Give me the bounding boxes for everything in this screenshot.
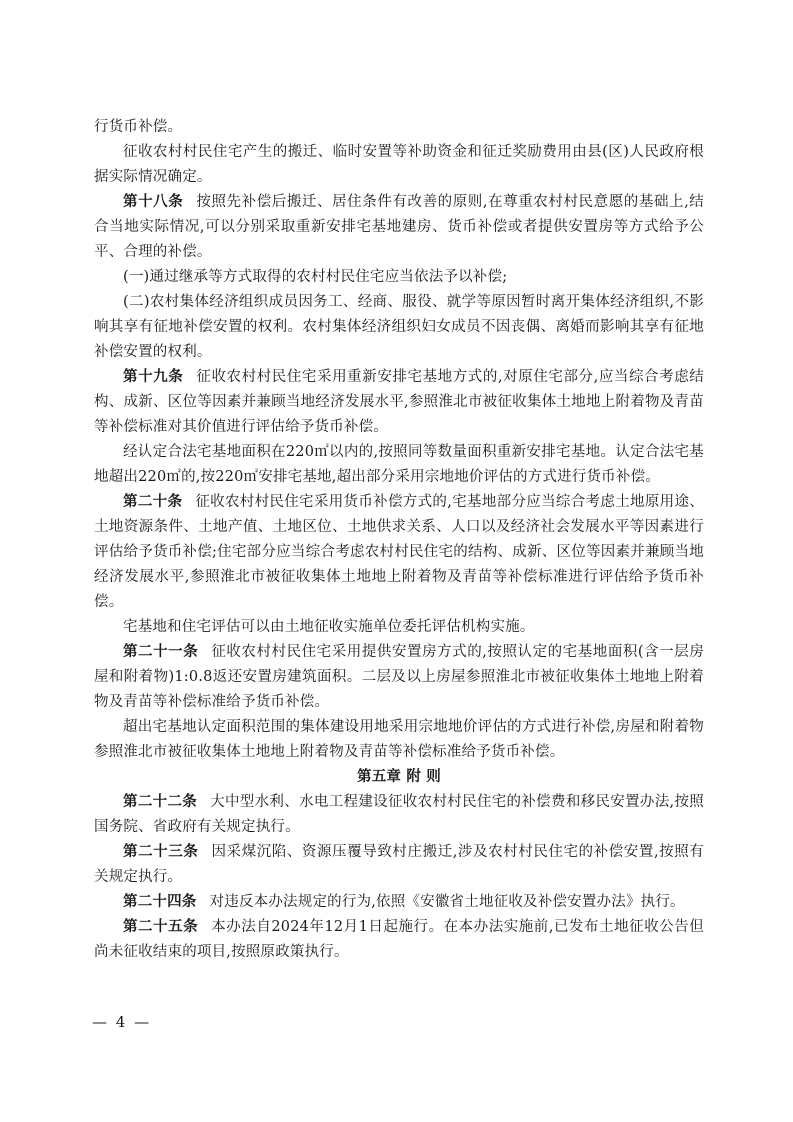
article-label: 第二十三条 xyxy=(123,844,199,860)
article-18-item-1: (一)通过继承等方式取得的农村村民住宅应当依法予以补偿; xyxy=(123,269,508,285)
page-number: — 4 — xyxy=(92,1013,152,1031)
article-18 xyxy=(94,190,704,265)
article-text: 按照先补偿后搬迁、居住条件有改善的原则,在尊重农村村民意愿的基础上,结合当地实际情况,可以分别采取重新安排宅基地建房、货币补偿或者提供安置房等方式给予公平、合理的补偿。 xyxy=(94,194,704,260)
article-text: 征收农村村民住宅采用重新安排宅基地方式的,对原住宅部分,应当综合考虑结构、成新、区位等因素并兼顾当地经济发展水平,参照淮北市被征收集体土地地上附着物及青苗等补偿标准对其价值进行评估给予货币补偿。 xyxy=(94,369,704,435)
article-text: 征收农村村民住宅采用货币补偿方式的,宅基地部分应当综合考虑土地原用途、土地资源条件、土地产值、土地区位、土地供求关系、人口以及经济社会发展水平等因素进行评估给予货币补偿;住宅部分应当综合考虑农村村民住宅的结构、成新、区位等因素并兼顾当地经济发展水平,参照淮北市被征收集体土地地上附着物及青苗等补偿标准进行评估给予货币补偿。 xyxy=(94,494,704,610)
article-24 xyxy=(94,890,704,915)
article-22 xyxy=(94,790,704,840)
article-21-paragraph-2: 超出宅基地认定面积范围的集体建设用地采用宗地地价评估的方式进行补偿,房屋和附着物参照淮北市被征收集体土地地上附着物及青苗等补偿标准给予货币补偿。 xyxy=(94,719,704,760)
article-19 xyxy=(94,365,704,440)
article-text: 征收农村村民住宅采用提供安置房方式的,按照认定的宅基地面积(含一层房屋和附着物)1:0.8返还安置房建筑面积。二层及以上房屋参照淮北市被征收集体土地地上附着物及青苗等补偿标准给予货币补偿。 xyxy=(94,644,704,710)
article-label: 第二十一条 xyxy=(123,644,199,660)
article-label: 第二十条 xyxy=(123,494,183,510)
article-text: 大中型水利、水电工程建设征收农村村民住宅的补偿费和移民安置办法,按照国务院、省政府有关规定执行。 xyxy=(94,794,705,835)
article-text: 本办法自2024年12月1日起施行。在本办法实施前,已发布土地征收公告但尚未征收结束的项目,按照原政策执行。 xyxy=(94,919,705,960)
article-18-item-2: (二)农村集体经济组织成员因务工、经商、服役、就学等原因暂时离开集体经济组织,不影响其享有征地补偿安置的权利。农村集体经济组织妇女成员不因丧偶、离婚而影响其享有征地补偿安置的权利。 xyxy=(94,294,704,360)
article-23 xyxy=(94,840,704,890)
article-20 xyxy=(94,490,704,615)
article-label: 第二十四条 xyxy=(123,894,197,910)
article-label: 第十九条 xyxy=(123,369,184,385)
document-body xyxy=(94,115,704,965)
article-25 xyxy=(94,915,704,965)
article-21 xyxy=(94,640,704,715)
article-label: 第十八条 xyxy=(123,194,184,210)
article-label: 第二十二条 xyxy=(123,794,198,810)
article-label: 第二十五条 xyxy=(123,919,199,935)
continuation-paragraph: 行货币补偿。 xyxy=(94,119,183,135)
paragraph: 征收农村村民住宅产生的搬迁、临时安置等补助资金和征迁奖励费用由县(区)人民政府根据实际情况确定。 xyxy=(94,144,704,185)
article-19-paragraph-2: 经认定合法宅基地面积在220㎡以内的,按照同等数量面积重新安排宅基地。认定合法宅基地超出220㎡的,按220㎡安排宅基地,超出部分采用宗地地价评估的方式进行货币补偿。 xyxy=(94,444,704,485)
article-text: 因采煤沉陷、资源压覆导致村庄搬迁,涉及农村村民住宅的补偿安置,按照有关规定执行。 xyxy=(94,844,705,885)
article-20-paragraph-2: 宅基地和住宅评估可以由土地征收实施单位委托评估机构实施。 xyxy=(123,619,535,635)
chapter-title: 第五章 附 则 xyxy=(357,769,441,785)
article-text: 对违反本办法规定的行为,依照《安徽省土地征收及补偿安置办法》执行。 xyxy=(209,894,685,910)
